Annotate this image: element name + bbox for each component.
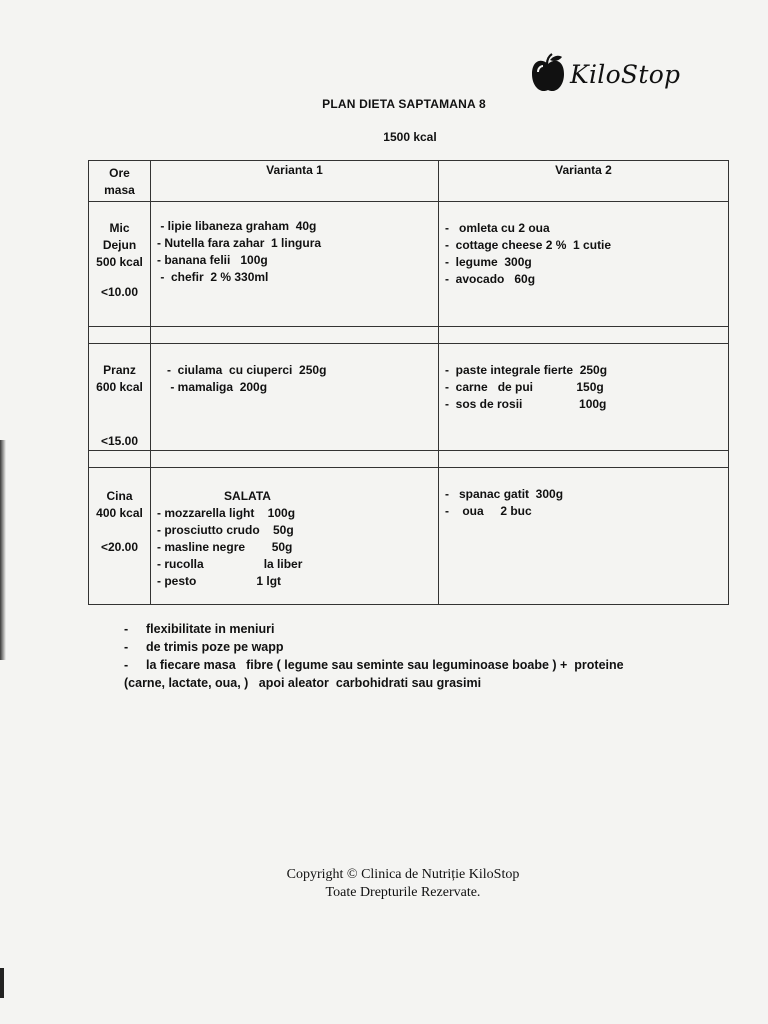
- meal-cell: [89, 344, 151, 451]
- table-row-lunch: [89, 344, 729, 451]
- apple-icon: [528, 52, 568, 96]
- rights-line: Toate Drepturile Rezervate.: [325, 885, 481, 900]
- list-item: - legume 300g: [445, 255, 532, 269]
- header-masa: masa: [104, 183, 135, 197]
- list-item: - oua 2 buc: [445, 504, 532, 518]
- table-header-row: [89, 161, 729, 202]
- scan-edge-mark: [0, 968, 4, 998]
- note-item: - flexibilitate in meniuri: [124, 622, 275, 636]
- list-item: - mozzarella light 100g: [157, 506, 296, 520]
- header-variant-2: Varianta 2: [439, 161, 729, 202]
- variant-2-cell: [439, 344, 729, 451]
- header-meal-time: [89, 161, 151, 202]
- copyright-line: Copyright © Clinica de Nutriție KiloStop: [286, 867, 520, 882]
- list-item: - sos de rosii 100g: [445, 397, 607, 411]
- list-item: - Nutella fara zahar 1 lingura: [157, 236, 322, 250]
- list-item: - chefir 2 % 330ml: [157, 270, 269, 284]
- meal-kcal: 600 kcal: [96, 380, 143, 394]
- meal-kcal: 400 kcal: [96, 506, 143, 520]
- header-variant-1: Varianta 1: [151, 161, 439, 202]
- meal-name: Cina: [106, 489, 133, 503]
- list-item: - carne de pui 150g: [445, 380, 604, 394]
- list-item: - omleta cu 2 oua: [445, 221, 550, 235]
- list-item: - banana felii 100g: [157, 253, 268, 267]
- list-item: - rucolla la liber: [157, 557, 303, 571]
- table-spacer-row: [89, 327, 729, 344]
- document-title: PLAN DIETA SAPTAMANA 8: [322, 97, 486, 111]
- scan-edge-shadow: [0, 440, 6, 660]
- variant-1-cell: [151, 344, 439, 451]
- table-row-dinner: [89, 468, 729, 605]
- list-item: - lipie libaneza graham 40g: [157, 219, 317, 233]
- list-item: - pesto 1 lgt: [157, 574, 282, 588]
- notes-list: [124, 620, 684, 674]
- list-item: - spanac gatit 300g: [445, 487, 564, 501]
- list-item: - cottage cheese 2 % 1 cutie: [445, 238, 612, 252]
- header-ore: Ore: [109, 166, 130, 180]
- list-item: - prosciutto crudo 50g: [157, 523, 294, 537]
- note-continuation: (carne, lactate, oua, ) apoi aleator carbohidrati sau grasimi: [124, 676, 482, 690]
- meal-name: Mic: [109, 221, 130, 235]
- meal-time: <15.00: [100, 434, 139, 448]
- meal-time: <10.00: [100, 285, 139, 299]
- table-spacer-row: [89, 451, 729, 468]
- variant-2-cell: [439, 202, 729, 327]
- meal-name-2: Dejun: [102, 238, 137, 252]
- variant-1-cell: [151, 202, 439, 327]
- note-item: - la fiecare masa fibre ( legume sau seminte sau leguminoase boabe ) + proteine: [124, 658, 624, 672]
- meal-cell: [89, 468, 151, 605]
- meal-time: <20.00: [100, 540, 139, 554]
- calorie-target: 1500 kcal: [383, 130, 437, 144]
- table-row-breakfast: [89, 202, 729, 327]
- meal-kcal: 500 kcal: [96, 255, 143, 269]
- brand-logo: [528, 52, 680, 96]
- list-item: - paste integrale fierte 250g: [445, 363, 608, 377]
- meal-name: Pranz: [103, 363, 136, 377]
- list-item: - masline negre 50g: [157, 540, 293, 554]
- variant-1-cell: [151, 468, 439, 605]
- copyright-footer: [0, 866, 768, 902]
- variant-2-cell: [439, 468, 729, 605]
- list-item: - avocado 60g: [445, 272, 536, 286]
- note-item: - de trimis poze pe wapp: [124, 640, 284, 654]
- list-item: - mamaliga 200g: [157, 380, 268, 394]
- diet-plan-table: [88, 160, 729, 605]
- list-item: - ciulama cu ciuperci 250g: [157, 363, 327, 377]
- meal-cell: [89, 202, 151, 327]
- salad-heading: SALATA: [224, 489, 271, 503]
- brand-name: KiloStop: [570, 59, 681, 89]
